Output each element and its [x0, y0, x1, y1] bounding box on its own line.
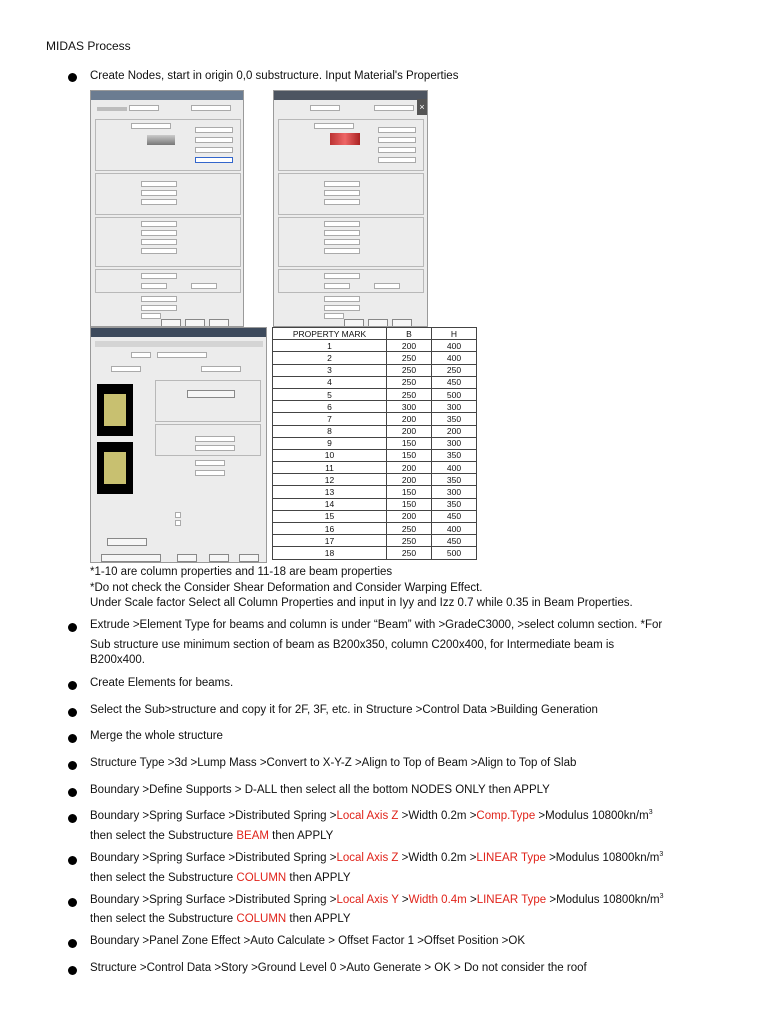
table-cell: 250: [387, 376, 432, 388]
table-cell: 7: [273, 413, 387, 425]
table-cell: 250: [387, 364, 432, 376]
table-row: [273, 462, 477, 474]
table-cell: 14: [273, 498, 387, 510]
step-spring-column-z-line1: Boundary >Spring Surface >Distributed Spring >Local Axis Z >Width 0.2m >LINEAR Type >Modulus $10800kn/m^3$: [90, 851, 664, 864]
table-row: [273, 401, 477, 413]
bullet-dot: [68, 73, 77, 82]
table-cell: 250: [387, 352, 432, 364]
table-cell: 200: [387, 413, 432, 425]
table-cell: 13: [273, 486, 387, 498]
table-cell: 400: [432, 523, 477, 535]
bullet-dot: [68, 814, 77, 823]
table-cell: 3: [273, 364, 387, 376]
step-spring-beam-line1: Boundary >Spring Surface >Distributed Spring >Local Axis Z >Width 0.2m >Comp.Type >Modulus $10800kn/m^3$: [90, 809, 653, 822]
table-cell: 250: [387, 547, 432, 559]
table-cell: 10: [273, 449, 387, 461]
column-header: B: [387, 328, 432, 340]
table-row: [273, 474, 477, 486]
table-cell: 300: [432, 437, 477, 449]
table-cell: 200: [387, 474, 432, 486]
table-cell: 500: [432, 388, 477, 400]
table-cell: 6: [273, 401, 387, 413]
bullet-dot: [68, 734, 77, 743]
table-cell: 200: [387, 340, 432, 352]
step-spring-beam-line2: then select the Substructure BEAM then APPLY: [90, 830, 334, 842]
table-cell: 15: [273, 510, 387, 522]
bullet-dot: [68, 761, 77, 770]
table-row: [273, 449, 477, 461]
step-extrude-line3: B200x400.: [90, 654, 145, 666]
table-cell: 150: [387, 498, 432, 510]
table-row: [273, 498, 477, 510]
bullet-dot: [68, 681, 77, 690]
table-header-row: [273, 328, 477, 340]
table-row: [273, 547, 477, 559]
bullet-dot: [68, 788, 77, 797]
table-cell: 200: [387, 462, 432, 474]
step-spring-column-z-line2: then select the Substructure COLUMN then APPLY: [90, 872, 351, 884]
table-cell: 250: [387, 535, 432, 547]
step-copy-substructure: Select the Sub>structure and copy it for 2F, 3F, etc. in Structure >Control Data >Building Generation: [90, 704, 598, 716]
table-row: [273, 510, 477, 522]
table-cell: 1: [273, 340, 387, 352]
table-cell: 350: [432, 498, 477, 510]
step-extrude-line1: Extrude >Element Type for beams and column is under “Beam” with >GradeC3000, >select column section. *For: [90, 619, 663, 631]
table-cell: 150: [387, 486, 432, 498]
table-row: [273, 486, 477, 498]
step-create-elements: Create Elements for beams.: [90, 677, 234, 689]
note-shear-deformation: *Do not check the Consider Shear Deformation and Consider Warping Effect.: [90, 582, 483, 594]
table-cell: 350: [432, 474, 477, 486]
table-cell: 300: [432, 486, 477, 498]
table-cell: 250: [387, 388, 432, 400]
table-row: [273, 437, 477, 449]
table-cell: 200: [387, 510, 432, 522]
step-spring-column-y-line2: then select the Substructure COLUMN then APPLY: [90, 913, 351, 925]
table-cell: 250: [432, 364, 477, 376]
table-cell: 200: [432, 425, 477, 437]
table-cell: 150: [387, 437, 432, 449]
step-define-supports: Boundary >Define Supports > D-ALL then select all the bottom NODES ONLY then APPLY: [90, 784, 550, 796]
step-create-nodes: Create Nodes, start in origin 0,0 substructure. Input Material's Properties: [90, 70, 459, 82]
table-cell: 350: [432, 449, 477, 461]
table-cell: 12: [273, 474, 387, 486]
table-cell: 4: [273, 376, 387, 388]
step-spring-column-y-line1: Boundary >Spring Surface >Distributed Spring >Local Axis Y >Width 0.4m >LINEAR Type >Modulus $10800kn/m^3$: [90, 893, 664, 906]
table-cell: 400: [432, 352, 477, 364]
table-cell: 450: [432, 510, 477, 522]
table-row: [273, 364, 477, 376]
table-cell: 250: [387, 523, 432, 535]
table-row: [273, 535, 477, 547]
table-cell: 200: [387, 425, 432, 437]
table-cell: 17: [273, 535, 387, 547]
property-mark-table: [272, 327, 477, 560]
table-row: [273, 425, 477, 437]
note-property-types: *1-10 are column properties and 11-18 are beam properties: [90, 566, 393, 578]
bullet-dot: [68, 939, 77, 948]
table-cell: 400: [432, 340, 477, 352]
step-panel-zone: Boundary >Panel Zone Effect >Auto Calculate > Offset Factor 1 >Offset Position >OK: [90, 935, 526, 947]
note-scale-factor: Under Scale factor Select all Column Properties and input in Iyy and Izz 0.7 while 0.35 in Beam Properties.: [90, 597, 633, 609]
table-row: [273, 376, 477, 388]
bullet-dot: [68, 898, 77, 907]
column-header: H: [432, 328, 477, 340]
table-cell: 150: [387, 449, 432, 461]
bullet-dot: [68, 966, 77, 975]
step-merge: Merge the whole structure: [90, 730, 223, 742]
bullet-dot: [68, 708, 77, 717]
table-cell: 2: [273, 352, 387, 364]
table-row: [273, 523, 477, 535]
page-title: MIDAS Process: [46, 39, 131, 53]
table-cell: 500: [432, 547, 477, 559]
material-dialog-concrete-screenshot: [90, 90, 244, 327]
table-cell: 16: [273, 523, 387, 535]
material-dialog-steel-screenshot: ×: [273, 90, 428, 327]
table-cell: 8: [273, 425, 387, 437]
section-dialog-screenshot: [90, 327, 267, 563]
table-cell: 300: [387, 401, 432, 413]
step-structure-type: Structure Type >3d >Lump Mass >Convert to X-Y-Z >Align to Top of Beam >Align to Top of Slab: [90, 757, 577, 769]
table-row: [273, 413, 477, 425]
table-row: [273, 352, 477, 364]
table-cell: 350: [432, 413, 477, 425]
bullet-dot: [68, 856, 77, 865]
bullet-dot: [68, 623, 77, 632]
table-cell: 11: [273, 462, 387, 474]
table-cell: 9: [273, 437, 387, 449]
table-row: [273, 388, 477, 400]
table-cell: 450: [432, 535, 477, 547]
step-extrude-line2: Sub structure use minimum section of beam as B200x350, column C200x400, for Intermediate beam is: [90, 639, 615, 651]
table-cell: 5: [273, 388, 387, 400]
table-cell: 300: [432, 401, 477, 413]
table-cell: 18: [273, 547, 387, 559]
table-cell: 400: [432, 462, 477, 474]
table-row: [273, 340, 477, 352]
step-story-control: Structure >Control Data >Story >Ground Level 0 >Auto Generate > OK > Do not consider the roof: [90, 962, 587, 974]
table-cell: 450: [432, 376, 477, 388]
column-header: PROPERTY MARK: [273, 328, 387, 340]
